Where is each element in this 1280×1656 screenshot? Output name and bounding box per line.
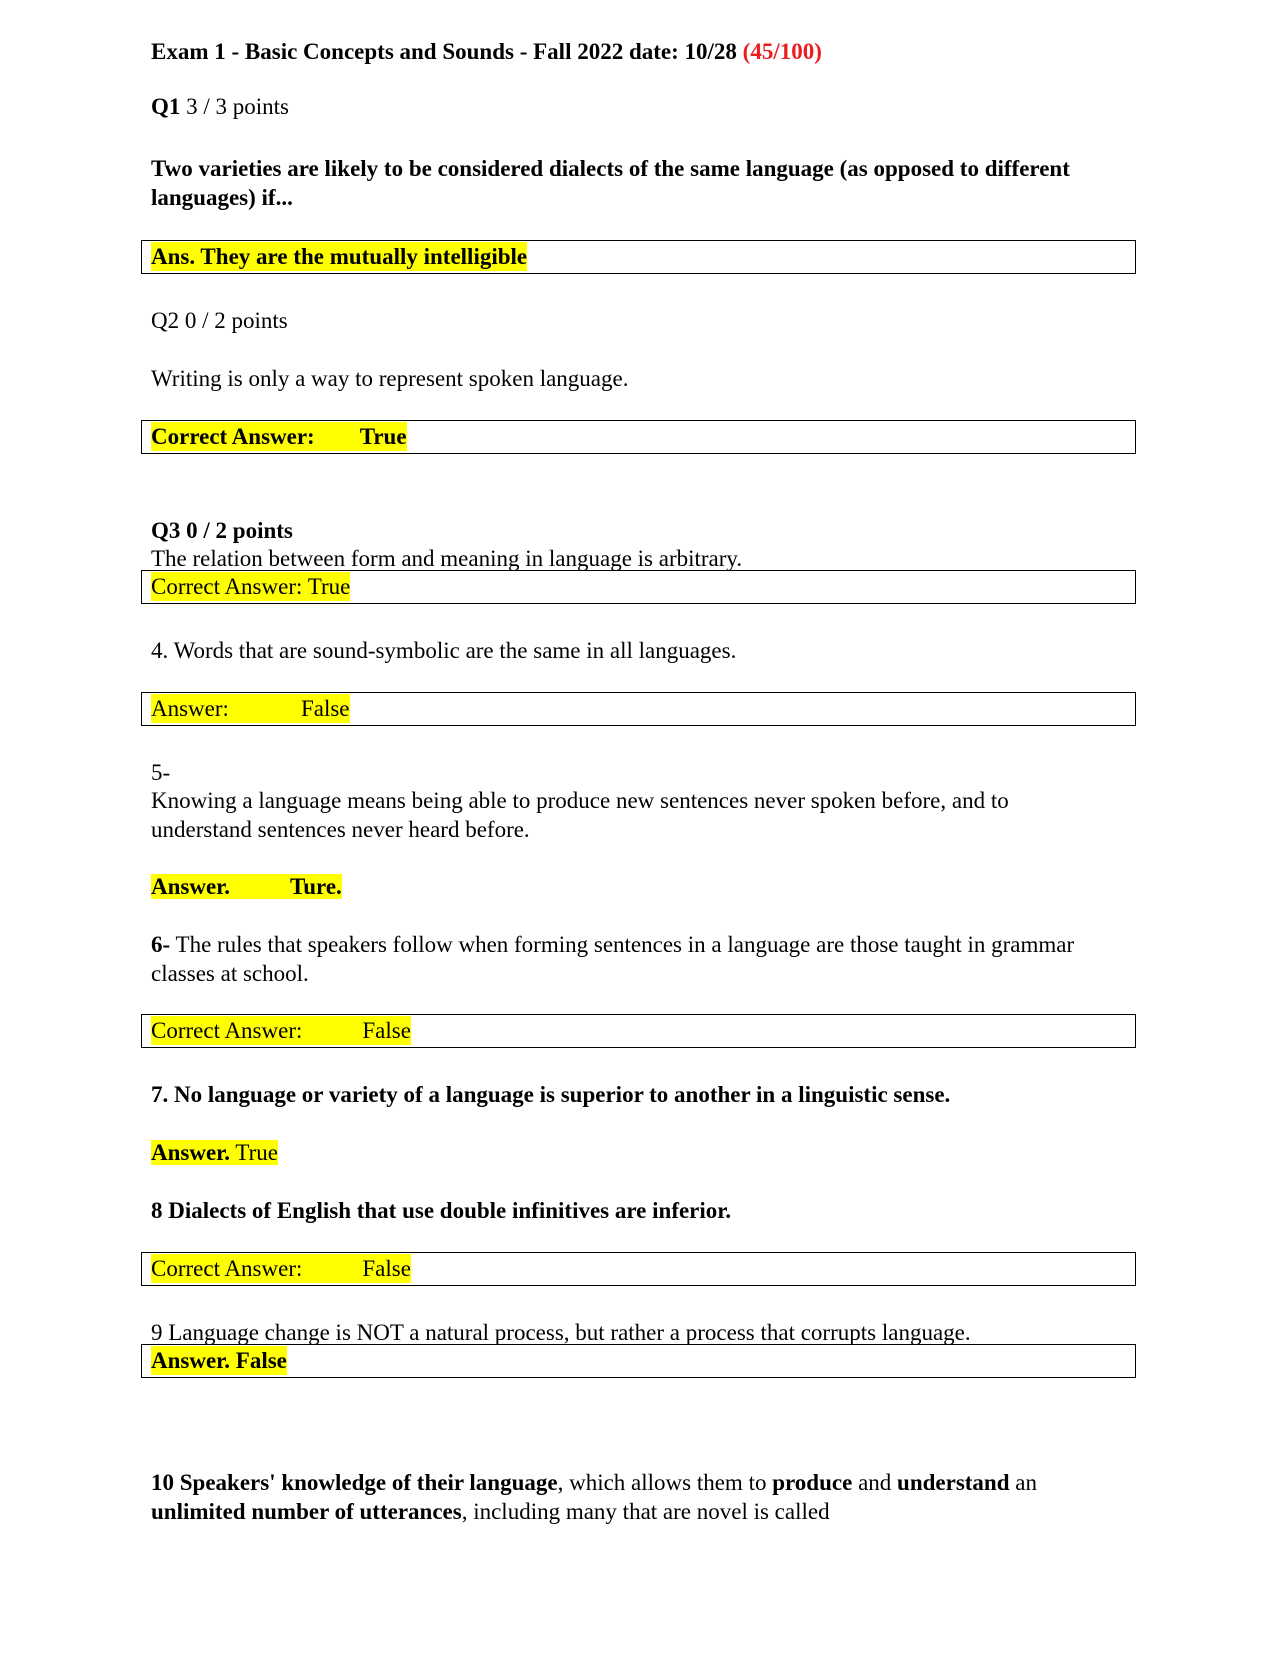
q7-question: 7. No language or variety of a language is superior to another in a linguistic sense. <box>151 1082 951 1107</box>
q4-answer-value: False <box>300 696 350 721</box>
q1-answer-box <box>141 240 1136 274</box>
q10-part4: and <box>852 1470 898 1495</box>
q10-part2: , which allows them to <box>557 1470 773 1495</box>
q8-answer-label: Correct Answer: <box>151 1256 303 1281</box>
q10-part6: an <box>1009 1470 1043 1495</box>
q9-answer: Answer. False <box>151 1348 287 1373</box>
q3-header: Q3 0 / 2 points <box>151 518 293 543</box>
exam-score: (45/100) <box>742 39 822 64</box>
exam-title-text: Exam 1 - Basic Concepts and Sounds - Fall 2022 date: 10/28 <box>151 39 737 64</box>
q4-answer-box <box>141 692 1136 726</box>
q6-answer <box>151 1016 411 1045</box>
q10-part5: understand <box>897 1470 1010 1495</box>
q1-question: Two varieties are likely to be considered dialects of the same language (as opposed to different languages) if... <box>151 156 1076 210</box>
q7-answer <box>151 1138 1141 1167</box>
q6-answer-box <box>141 1014 1136 1048</box>
q8-answer-box <box>141 1252 1136 1286</box>
q8-question: 8 Dialects of English that use double infinitives are inferior. <box>151 1198 732 1223</box>
q8-answer <box>151 1254 411 1283</box>
q2-header: Q2 0 / 2 points <box>151 308 288 333</box>
q10-part3: produce <box>772 1470 853 1495</box>
q2-answer <box>151 422 407 451</box>
q10-part7: unlimited number of utterances <box>151 1499 462 1524</box>
q6-answer-label: Correct Answer: <box>151 1018 303 1043</box>
q9-answer-box <box>141 1344 1136 1378</box>
q3-answer: Correct Answer: True <box>151 574 351 599</box>
exam-title <box>151 37 1141 66</box>
q5-number: 5- <box>151 760 171 785</box>
q3-answer-box <box>141 570 1136 604</box>
q3-question: The relation between form and meaning in language is arbitrary. <box>151 546 743 571</box>
q7-answer-highlight <box>151 1140 278 1165</box>
q6-question <box>151 930 1111 988</box>
q2-answer-value: True <box>359 424 407 449</box>
q6-answer-value: False <box>362 1018 411 1043</box>
q1-header <box>151 92 1141 121</box>
q2-question: Writing is only a way to represent spoken language. <box>151 366 629 391</box>
q1-label: Q1 <box>151 94 181 119</box>
q4-answer-label: Answer: <box>151 696 229 721</box>
q4-answer <box>151 694 350 723</box>
q9-question: 9 Language change is NOT a natural process, but rather a process that corrupts language. <box>151 1320 971 1345</box>
q7-answer-label: Answer. <box>151 1140 231 1165</box>
q5-answer-label: Answer. <box>151 874 231 899</box>
q6-number: 6- <box>151 932 171 957</box>
q1-points: 3 / 3 points <box>186 94 290 119</box>
q10-part8: , including many that are novel is called <box>461 1499 830 1524</box>
q10-part1: 10 Speakers' knowledge of their language <box>151 1470 558 1495</box>
q4-question: 4. Words that are sound-symbolic are the same in all languages. <box>151 638 737 663</box>
q6-question-text: The rules that speakers follow when forming sentences in a language are those taught in grammar classes at school. <box>151 932 1080 986</box>
q1-answer: Ans. They are the mutually intelligible <box>151 244 528 269</box>
q2-answer-box <box>141 420 1136 454</box>
q5-question: Knowing a language means being able to produce new sentences never spoken before, and to understand sentences never heard before. <box>151 788 1015 842</box>
q10-question <box>151 1468 1121 1526</box>
q5-answer <box>151 872 1141 901</box>
q2-answer-label: Correct Answer: <box>151 424 315 449</box>
q5-answer-highlight <box>151 874 342 899</box>
q7-answer-value: True <box>235 1140 278 1165</box>
q8-answer-value: False <box>362 1256 411 1281</box>
q5-answer-value: Ture. <box>290 874 342 899</box>
